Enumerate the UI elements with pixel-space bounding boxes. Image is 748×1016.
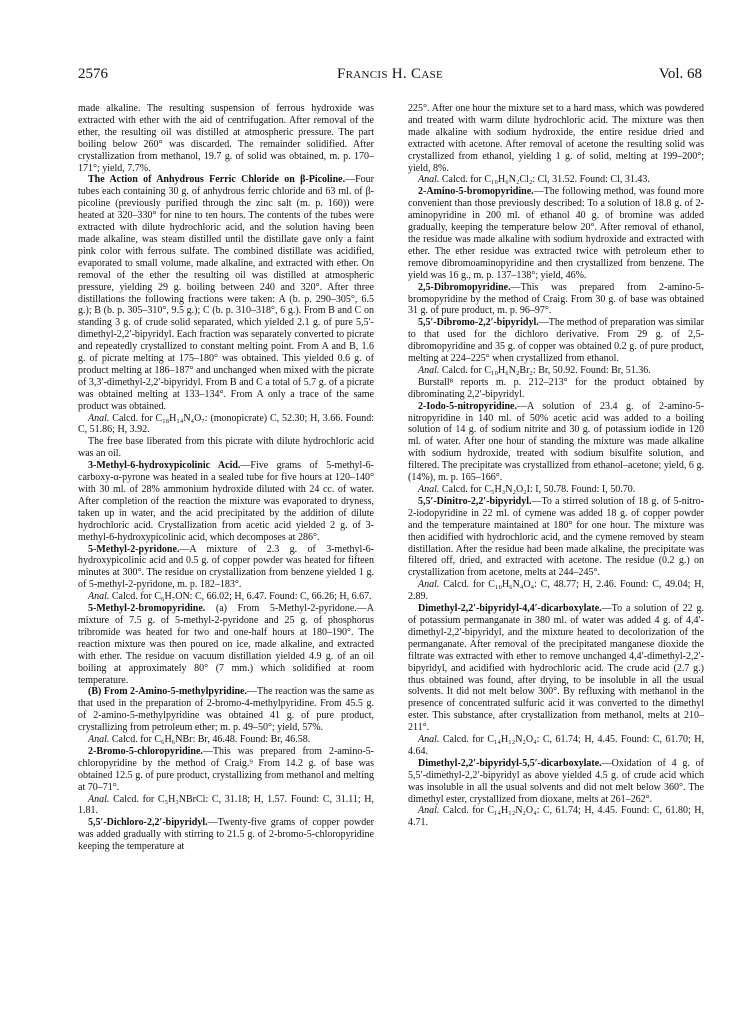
paragraph bbox=[78, 544, 374, 592]
paragraph-text: —This was prepared from 2-amino-5-chloropyridine by the method of Craig.⁹ From 14.2 g. of base was obtained 12.5 g. of pure product, crystallizing from methanol and melting at 70–71°. bbox=[78, 745, 374, 793]
paragraph-text: —The following method, was found more convenient than those previously described: To a solution of 18.8 g. of 2-aminopyridine in 200 ml. of ethanol 40 g. of bromine was added gradually, keeping the temperature below 20°. After removal of ethanol, the residue was made alkaline with sodium hydroxide and extracted with ether. The ether residue was extracted twice with petroleum ether to remove dibromoaminopyridine and then crystallized from benzene. The yield was 16 g., m. p. 137–138°; yield, 46%. bbox=[408, 186, 704, 281]
paragraph-text: Calcd. for C₁₄H₁₂N₂O₄: C, 61.74; H, 4.45. Found: C, 61.80; H, 4.71. bbox=[408, 805, 704, 829]
paragraph bbox=[408, 186, 704, 281]
paragraph-text: Calcd. for C₁₈H₁₄N₄O₇: (monopicrate) C, 52.30; H, 3.66. Found: C, 51.86; H, 3.92. bbox=[78, 412, 374, 436]
page-number: 2576 bbox=[78, 66, 108, 82]
section-heading: Dimethyl-2,2′-bipyridyl-4,4′-dicarboxylate. bbox=[418, 603, 602, 615]
paragraph-text: Calcd. for C₁₀H₆N₄O₄: C, 48.77; H, 2.46. Found: C, 49.04; H, 2.89. bbox=[408, 579, 704, 603]
analysis-label: Anal. bbox=[418, 579, 440, 591]
paragraph bbox=[78, 603, 374, 686]
paragraph bbox=[78, 103, 374, 174]
volume-label: Vol. 68 bbox=[658, 66, 702, 82]
paragraph bbox=[408, 317, 704, 365]
paragraph-text: Burstall⁸ reports m. p. 212–213° for the product obtained by dibrominating 2,2′-bipyridyl. bbox=[408, 376, 704, 400]
paragraph-text: —A mixture of 2.3 g. of 3-methyl-6-hydroxypicolinic acid and 0.5 g. of copper powder was heated for fifteen minutes at 300°. The residue on crystallization from benzene yielded 1 g. of 5-methyl-2-pyridone, m. p. 182–183°. bbox=[78, 543, 374, 591]
paragraph bbox=[78, 746, 374, 794]
paragraph bbox=[408, 496, 704, 579]
paragraph bbox=[78, 174, 374, 412]
paragraph bbox=[78, 817, 374, 853]
paragraph bbox=[408, 103, 704, 174]
paragraph-text: The free base liberated from this picrate with dilute hydrochloric acid was an oil. bbox=[78, 436, 374, 460]
analysis-label: Anal. bbox=[88, 734, 110, 746]
paragraph bbox=[408, 282, 704, 318]
analysis-label: Anal. bbox=[418, 734, 440, 746]
paragraph bbox=[78, 591, 374, 603]
analysis-label: Anal. bbox=[88, 412, 110, 424]
analysis-label: Anal. bbox=[418, 364, 440, 376]
paragraph bbox=[78, 734, 374, 746]
left-column bbox=[78, 103, 374, 993]
paragraph-text: Calcd. for C₅H₃N₂O₂I: I, 50.78. Found: I, 50.70. bbox=[441, 484, 636, 495]
section-heading: (B) From 2-Amino-5-methylpyridine. bbox=[88, 686, 248, 698]
paragraph-text: Calcd. for C₆H₆NBr: Br, 46.48. Found: Br, 46.58. bbox=[111, 734, 311, 746]
analysis-label: Anal. bbox=[88, 793, 110, 805]
paragraph bbox=[78, 436, 374, 460]
section-heading: 5-Methyl-2-bromopyridine. bbox=[88, 603, 206, 615]
running-author: Francis H. Case bbox=[336, 66, 444, 82]
section-heading: 5,5′-Dinitro-2,2′-bipyridyl. bbox=[418, 495, 532, 507]
paragraph bbox=[78, 413, 374, 437]
section-heading: 3-Methyl-6-hydroxypicolinic Acid. bbox=[88, 460, 241, 472]
section-heading: 5-Methyl-2-pyridone. bbox=[88, 543, 180, 555]
section-heading: 2-Iodo-5-nitropyridine. bbox=[418, 400, 517, 412]
paragraph bbox=[408, 377, 704, 401]
paragraph-text: —This was prepared from 2-amino-5-bromopyridine by the method of Craig. From 30 g. of base was obtained 31 g. of pure product, m. p. 96–97°. bbox=[408, 281, 704, 317]
paragraph bbox=[78, 686, 374, 734]
section-heading: 2-Amino-5-bromopyridine. bbox=[418, 186, 534, 198]
paragraph bbox=[408, 603, 704, 734]
article-body bbox=[78, 103, 704, 993]
right-column bbox=[408, 103, 704, 993]
analysis-label: Anal. bbox=[418, 805, 440, 817]
analysis-label: Anal. bbox=[418, 174, 440, 186]
paragraph-text: made alkaline. The resulting suspension of ferrous hydroxide was extracted with ether with the aid of centrifugation. After removal of the ether, the resulting oil was distilled at atmospheric pressure. The part boiling below 260° was discarded. The remainder solidified. After crystallization from methanol, 19.7 g. of solid was obtained, m. p. 170–171°; yield, 7.7%. bbox=[78, 103, 374, 174]
paragraph-text: (a) From 5-Methyl-2-pyridone.—A mixture of 7.5 g. of 5-methyl-2-pyridone and 25 g. of phosphorus tribromide was heated for two and one-half hours at 180–190°. The reaction mixture was then poured on ice, made alkaline, and extracted with ether. The residue on vacuum distillation yielded 4.9 g. of an oil boiling at approximately 80° (7 mm.) which solidified at room temperature. bbox=[78, 603, 374, 686]
paragraph-text: —A solution of 23.4 g. of 2-amino-5-nitropyridine in 140 ml. of 50% acetic acid was added to a boiling solution of 14 g. of sodium nitrite and 30 g. of potassium iodide in 120 ml. of water. After one hour of standing the mixture was made alkaline with sodium hydroxide, treated with sodium bisulfite solution, and filtered. The precipitate was crystallized from ethanol–acetone; yield, 6 g. (14%), m. p. 165–166°. bbox=[408, 400, 704, 484]
paragraph-text: —Oxidation of 4 g. of 5,5′-dimethyl-2,2′-bipyridyl as above yielded 4.5 g. of crude acid which was insoluble in all the usual solvents and did not melt below 360°. The dimethyl ester, crystallized from dioxane, melts at 261–262°. bbox=[408, 757, 704, 805]
paragraph-text: —To a solution of 22 g. of potassium permanganate in 380 ml. of water was added 4 g. of 4,4′-dimethyl-2,2′-bipyridyl, and the mixture heated to decolorization of the permanganate. After removal of the precipitated manganese dioxide the filtrate was extracted with ether to remove unchanged 4,4′-dimethyl-2,2′-bipyridyl, and acidified with hydrochloric acid. The crude acid (2.7 g.) thus obtained was found, after drying, to be insoluble in all the usual solvents. It did not melt below 300°. By refluxing with methanol in the presence of concentrated sulfuric acid it was converted to the dimethyl ester. This substance, after crystallization from methanol, melts at 210–211°. bbox=[408, 603, 704, 734]
paragraph-text: Calcd. for C₁₄H₁₂N₂O₄: C, 61.74; H, 4.45. Found: C, 61.70; H, 4.64. bbox=[408, 734, 704, 757]
paragraph-text: Calcd. for C₅H₃NBrCl: C, 31.18; H, 1.57. Found: C, 31.11; H, 1.81. bbox=[78, 793, 374, 817]
page-header bbox=[78, 66, 702, 88]
paragraph-text: —Four tubes each containing 30 g. of anhydrous ferric chloride and 63 ml. of β-picoline (previously purified through the zinc salt (m. p. 160)) were heated at 320–330° for nine to ten hours. The contents of the tubes were extracted with dilute hydrochloric acid, and the solution having been made alkaline, was steam distilled until the distillate gave only a faint pink color with ferrous sulfate. The combined distillate was acidified, evaporated to small volume, made alkaline, and extracted with ether. On removal of the ether the resulting oil was distilled at atmospheric pressure, yielding 29 g. boiling between 240 and 320°. After three distillations the following fractions were taken: A (b. p. 290–305°, 6.5 g.); B (b. p. 305–310°, 9.5 g.); C (b. p. 310–318°, 6 g.). From B and C on standing 3 g. of crude solid separated, which yielded 2.1 g. of pure 5,5′-dimethyl-2,2′-bipyridyl. Each fraction was separately converted to picrate and repeatedly crystallized to constant melting point. From A and B, 1.6 g. of picrate melting at 175–180° was obtained. This yielded 0.6 g. of product melting at 186–187° and unchanged when mixed with the picrate of 3,3′-dimethyl-2,2′-bipyridyl. From B and C a total of 5.7 g. of a picrate was obtained melting at 133–134°. From A only a trace of the same product was obtained. bbox=[78, 174, 374, 412]
paragraph bbox=[78, 460, 374, 543]
paragraph-text: —To a stirred solution of 18 g. of 5-nitro-2-iodopyridine in 22 ml. of cymene was added 18 g. of copper powder and the temperature maintained at 180° for one hour. The mixture was then acidified with hydrochloric acid, and the cymene removed by steam distillation. After the residue had been made alkaline, the precipitate was filtered off, dried, and extracted with acetone. The residue (0.2 g.) on crystallization from acetone, melts at 244–245°. bbox=[408, 495, 704, 579]
section-heading: 5,5′-Dichloro-2,2′-bipyridyl. bbox=[88, 817, 208, 829]
paragraph-text: —Twenty-five grams of copper powder was added gradually with stirring to 21.5 g. of 2-bromo-5-chloropyridine keeping the temperature at bbox=[78, 817, 374, 853]
paragraph bbox=[408, 365, 704, 377]
analysis-label: Anal. bbox=[418, 484, 440, 495]
paragraph-text: —The reaction was the same as that used in the preparation of 2-bromo-4-methylpyridine. From 45.5 g. of 2-amino-5-methylpyridine was obtained 41 g. of pure product, crystallizing from petroleum ether; m. p. 49–50°; yield, 57%. bbox=[78, 686, 374, 734]
section-heading: 2,5-Dibromopyridine. bbox=[418, 281, 511, 293]
paragraph-text: —Five grams of 5-methyl-6-carboxy-α-pyrone was heated in a sealed tube for five hours at 120–140° with 30 ml. of 28% ammonium hydroxide diluted with 24 cc. of water. After completion of the reaction the mixture was evaporated to dryness, taken up in water, and the acid precipitated by the addition of dilute hydrochloric acid. Crystallization from acetic acid yielded 2 g. of 3-methyl-6-hydroxypicolinic acid, which decomposes at 286°. bbox=[78, 460, 374, 543]
section-heading: The Action of Anhydrous Ferric Chloride on β-Picoline. bbox=[88, 174, 346, 186]
paragraph bbox=[408, 734, 704, 758]
paragraph bbox=[78, 794, 374, 818]
paragraph bbox=[408, 401, 704, 484]
paragraph-text: 225°. After one hour the mixture set to a hard mass, which was powdered and treated with warm dilute hydrochloric acid. The mixture was then made alkaline with sodium hydroxide, the entire residue dried and extracted with acetone. After removal of acetone the resulting solid was crystallized from ethanol, yielding 1 g. of solid, melting at 199–200°; yield, 8%. bbox=[408, 103, 704, 174]
paragraph-text: Calcd. for C₆H₇ON: C, 66.02; H, 6.47. Found: C, 66.26; H, 6.67. bbox=[111, 591, 372, 603]
paragraph bbox=[408, 579, 704, 603]
paragraph bbox=[408, 174, 704, 186]
analysis-label: Anal. bbox=[88, 591, 110, 603]
paragraph-text: —The method of preparation was similar to that used for the dichloro derivative. From 29 g. of 2,5-dibromopyridine and 35 g. of copper was obtained 0.2 g. of pure product, melting at 224–225° when crystallized from ethanol. bbox=[408, 317, 704, 365]
paragraph bbox=[408, 758, 704, 806]
section-heading: Dimethyl-2,2′-bipyridyl-5,5′-dicarboxylate. bbox=[418, 757, 602, 769]
paragraph-text: Calcd. for C₁₀H₆N₂Br₂: Br, 50.92. Found: Br, 51.36. bbox=[441, 364, 651, 376]
paragraph-text: Calcd. for C₁₀H₆N₂Cl₂: Cl, 31.52. Found: Cl, 31.43. bbox=[441, 174, 650, 186]
section-heading: 5,5′-Dibromo-2,2′-bipyridyl. bbox=[418, 317, 539, 329]
section-heading: 2-Bromo-5-chloropyridine. bbox=[88, 745, 203, 757]
paragraph bbox=[408, 805, 704, 829]
paragraph bbox=[408, 484, 704, 496]
